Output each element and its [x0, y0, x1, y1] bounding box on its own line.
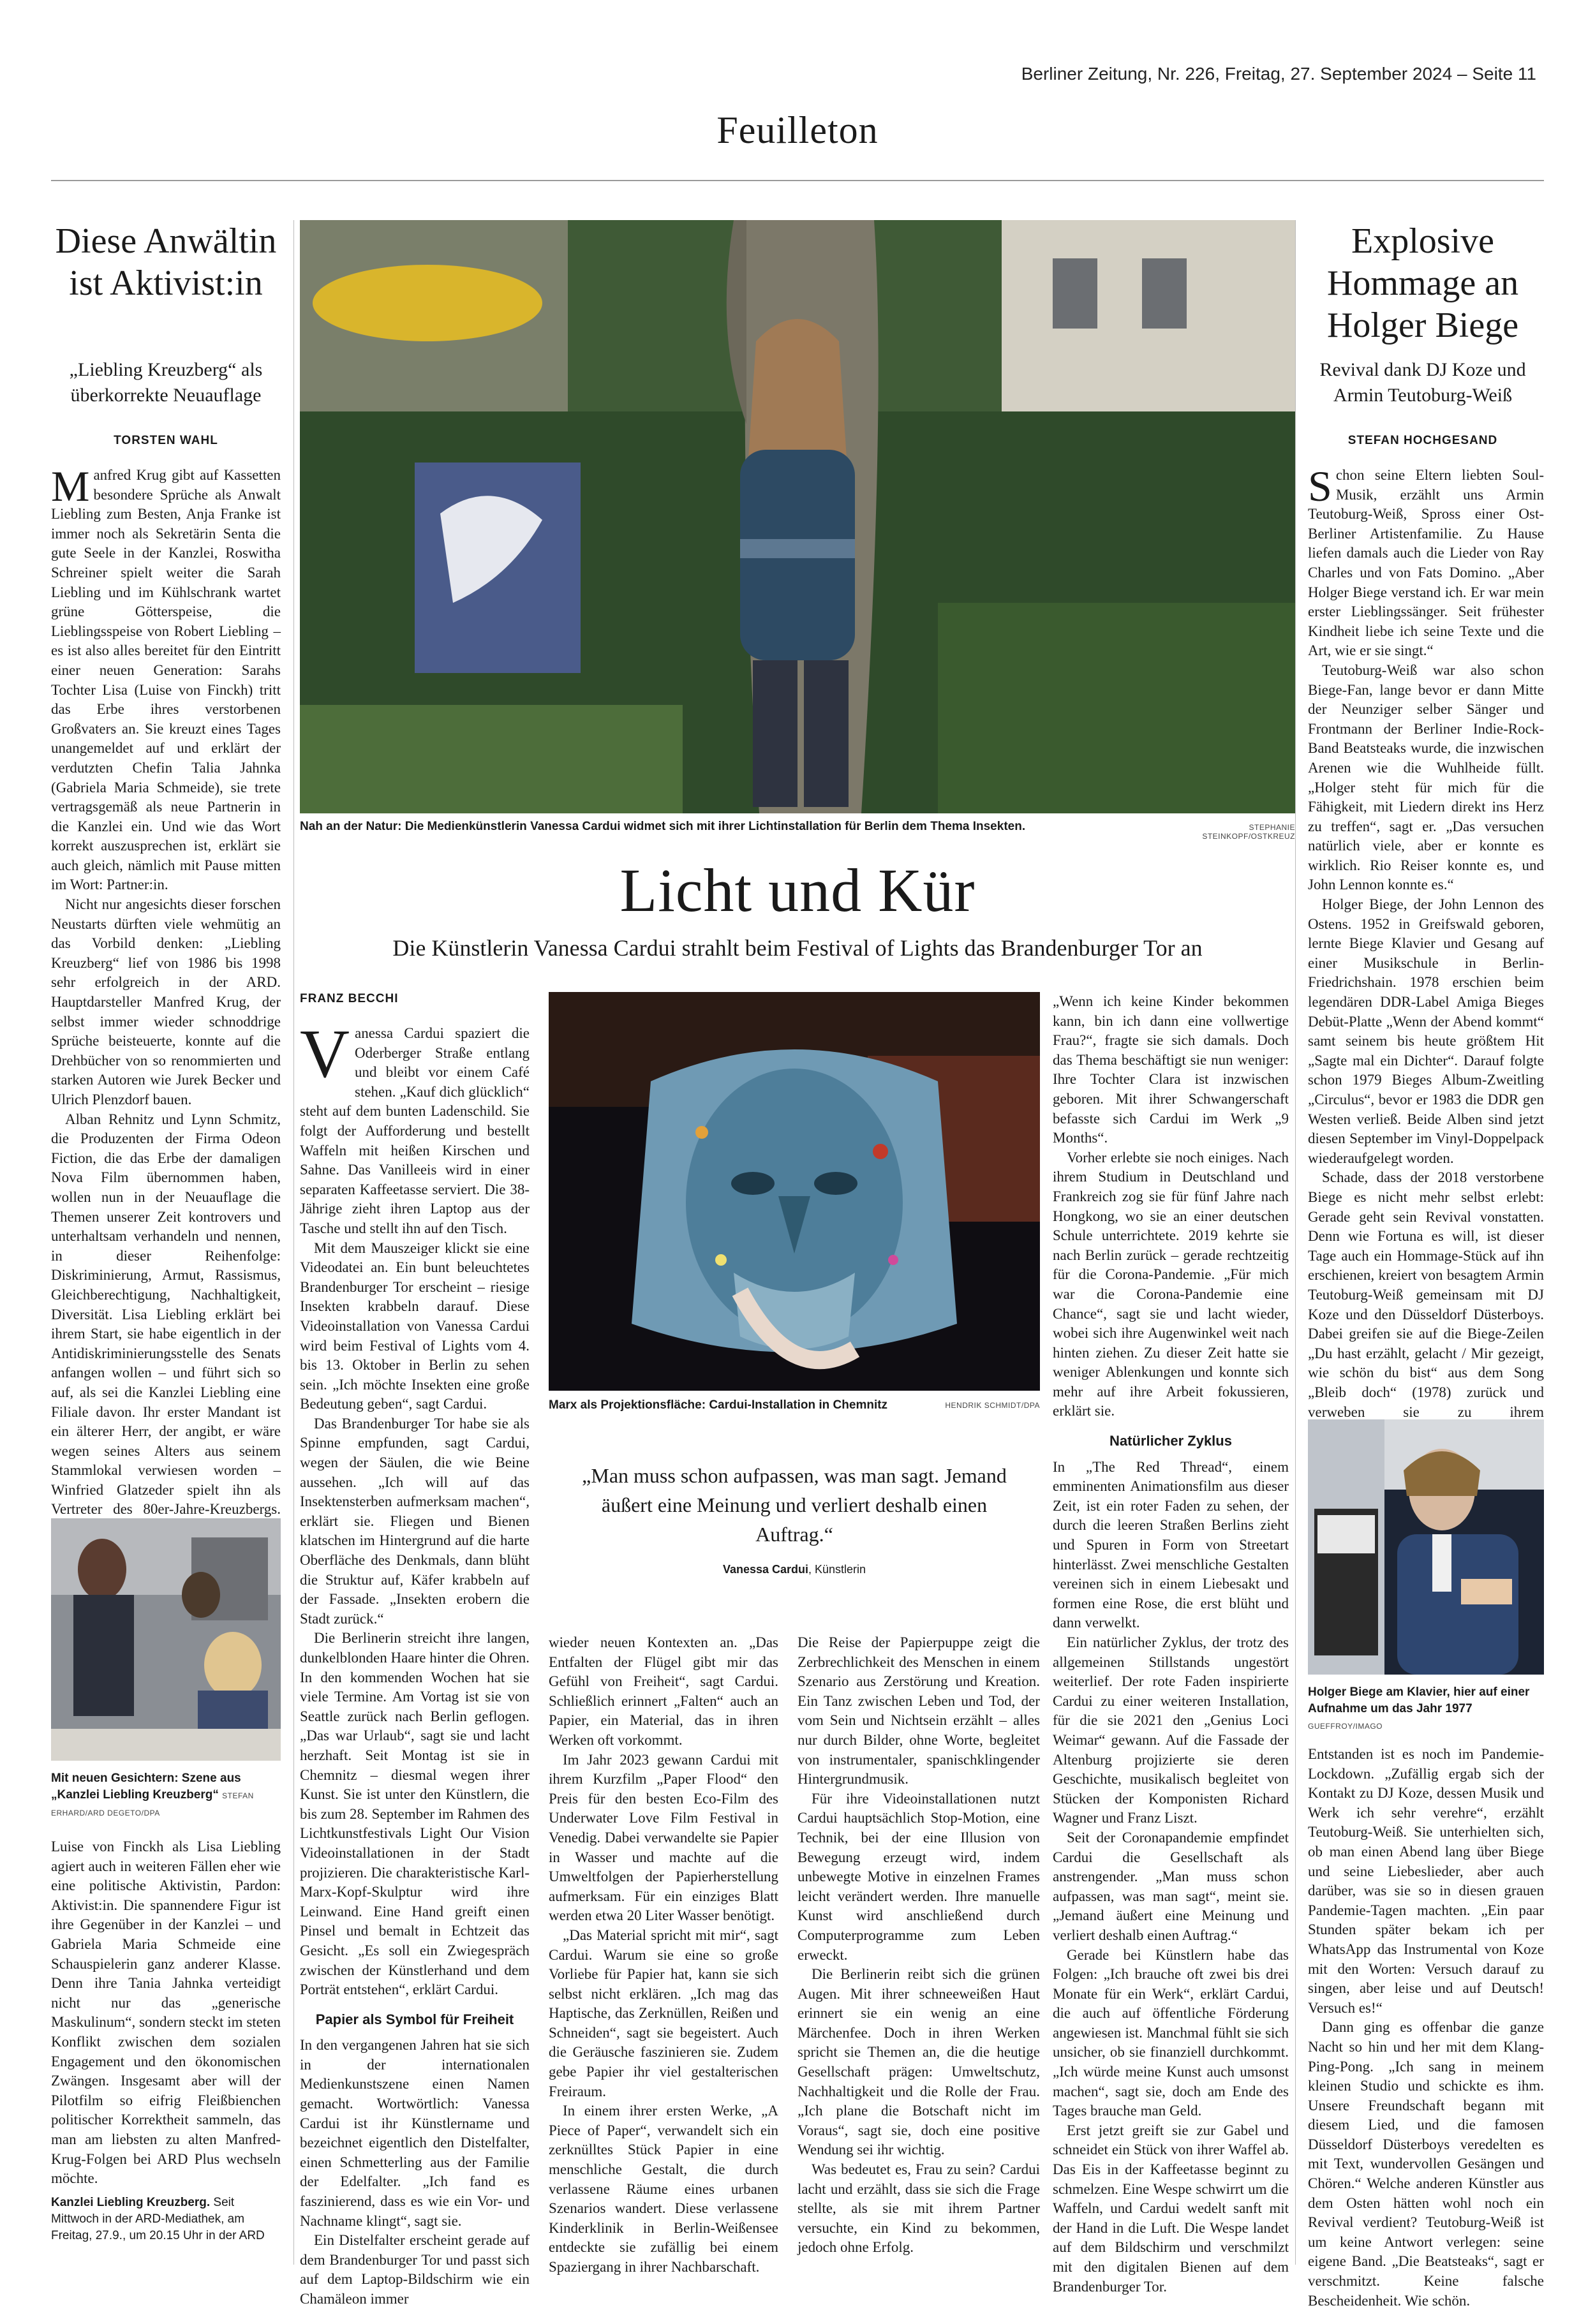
main-paragraph: „Das Material spricht mit mir“, sagt Cardui. Warum sie eine so große Vorliebe für Papier hat, kann sie sich selbst nicht erklären. „Ich mag das Haptische, das Zerknüllen, Reißen und Schneiden“, sagt sie begeistert. Auch die Geräusche faszinieren sie. Zudem gebe Papier ihr viel gestalterischen Freiraum. — [549, 1927, 778, 2099]
main-headline: Licht und Kür — [619, 856, 976, 924]
marx-image-credit: HENDRIK SCHMIDT/DPA — [945, 1401, 1040, 1410]
main-col-4 — [1053, 992, 1289, 2295]
main-subhead-2: Natürlicher Zyklus — [1109, 1433, 1232, 1449]
right-paragraph: Entstanden ist es noch im Pandemie-Lockdown. „Zufällig ergab sich der Kontakt zu DJ Koze, dessen Musik und Werk ich sehr verehre“, erzählt Teutoburg-Weiß. Sie unterhielten sich, ob man einen Abend lang über Biege und seine Liebeslieder, aber auch darüber, was sie so in diesen grauen Pandemie-Tagen machten. „Ein paar Stunden später bekam ich per WhatsApp das Instrumental von Koze mit den Worten: Versuch darauf zu singen, aber leise und auf Deutsch! Versuch es!“ — [1308, 1746, 1544, 2016]
left-footer-text: Seit Mittwoch in der ARD-Mediathek, am Freitag, 27.9., um 20.15 Uhr in der ARD — [51, 2196, 265, 2242]
right-photo — [1308, 1419, 1544, 1675]
hero-caption-text: Nah an der Natur: Die Medienkünstlerin Vanessa Cardui widmet sich mit ihrer Lichtinstallation für Berlin dem Thema Insekten. — [300, 820, 1026, 833]
main-byline: FRANZ BECCHI — [300, 992, 399, 1005]
main-paragraph: Erst jetzt greift sie zur Gabel und schneidet ein Stück von ihrer Waffel ab. Das Eis in der Kaffeetasse beginnt zu schmelzen. Eine Wespe schwirrt um die Waffeln, und Cardui wedelt sanft mit der Hand in die Luft. Die Wespe landet auf dem Bildschirm und verschmilzt mit den digitalen Bienen auf dem Brandenburger Tor. — [1053, 2122, 1289, 2295]
hero-caption — [300, 818, 1193, 835]
right-photo-caption-text: Holger Biege am Klavier, hier auf einer Aufnahme um das Jahr 1977 — [1308, 1685, 1530, 1715]
main-col-2 — [549, 1633, 778, 2275]
left-photo — [51, 1518, 281, 1761]
pull-quote: „Man muss schon aufpassen, was man sagt. Jemand äußert eine Meinung und verliert deshalb einen Auftrag.“ — [582, 1464, 1007, 1546]
main-paragraph: Die Berlinerin reibt sich die grünen Augen. Mit ihrer schneeweißen Haut erinnert sie ein wenig an eine Märchenfee. Doch in ihren Werken spricht sie Themen an, die die heutige Gesellschaft prägen: Umweltschutz, Nachhaltigkeit und die Rolle der Frau. „Ich plane die Botschaft nicht im Voraus“, sagt sie, doch eine positive Wendung sei ihr wichtig. — [798, 1966, 1040, 2158]
left-paragraph: Nicht nur angesichts dieser forschen Neustarts dürften viele wehmütig an das Vorbild denken: „Liebling Kreuzberg“ lief von 1986 bis 1998 sehr erfolgreich in der ARD. Hauptdarsteller Manfred Krug, der selbst immer wieder schnoddrige Sprüche beisteuerte, konnte auf die Drehbücher von so renommierten und starken Autoren wie Jurek Becker und Ulrich Plenzdorf bauen. — [51, 896, 281, 1107]
left-photo-credit: STEFAN ERHARD/ARD DEGETO/DPA — [51, 1791, 254, 1817]
marx-image-caption-text: Marx als Projektionsfläche: Cardui-Installation in Chemnitz — [549, 1398, 888, 1412]
main-paragraph: Gerade bei Künstlern habe das Folgen: „Ich brauche oft zwei bis drei Monate für ein Werk“, erklärt Cardui, die auch auf öffentliche Förderung angewiesen ist. Manchmal fühlt sie sich unsicher, ob sie finanziell durchkommt. „Ich würde meine Kunst auch umsonst machen“, sagt sie, doch am Ende des Tages brauche man Geld. — [1053, 1946, 1289, 2119]
main-paragraph: Das Brandenburger Tor habe sie als Spinne empfunden, sagt Cardui, wegen der Säulen, die wie Beine aussehen. „Ich will auf das Insektensterben aufmerksam machen“, erklärt sie. Fliegen und Bienen klatschen im Hintergrund auf die harte Oberfläche des Denkmals, dann blüht die Struktur auf, Käfer krabbeln auf der Fassade. „Insekten erobern die Stadt zurück.“ — [300, 1415, 530, 1627]
left-photo-caption — [51, 1770, 281, 1821]
main-paragraph: Die Reise der Papierpuppe zeigt die Zerbrechlichkeit des Menschen in einem Szenario aus Zerstörung und Kreation. Ein Tanz zwischen Leben und Tod, der vom Sein und Nichtsein erzählt – alles nur durch Bilder, ohne Worte, begleitet von instrumentaler, spanischklingender Hintergrundmusik. — [798, 1634, 1040, 1787]
right-body-bottom — [1308, 1745, 1544, 2309]
main-deck: Die Künstlerin Vanessa Cardui strahlt beim Festival of Lights das Brandenburger Tor an — [392, 935, 1203, 961]
pull-quote-role: , Künstlerin — [808, 1563, 866, 1576]
right-body-top — [1308, 462, 1544, 1420]
right-paragraph: Teutoburg-Weiß war also schon Biege-Fan, lange bevor er dann Mitte der Neunziger selber Sänger und Frontmann der Berliner Indie-Rock-Band Beatsteaks wurde, die inzwischen Arenen wie die Wuhlheide füllt. „Holger steht für mich für die Fähigkeit, mit Liedern direkt ins Herz zu treffen“, sagt er. „Das versuchen natürlich viele, aber er konnte es wirklich. Rio Reiser konnte es, und John Lennon konnte es.“ — [1308, 662, 1544, 893]
main-paragraph: Vorher erlebte sie noch einiges. Nach ihrem Studium in Deutschland und Frankreich zog sie für fünf Jahre nach Hongkong, wo sie an einer deutschen Schule unterrichtete. 2019 kehrte sie nach Berlin zurück – gerade rechtzeitig für die Corona-Pandemie. „Für mich war die Corona-Pandemie eine Chance“, sagt sie und lacht wieder, wobei sich ihre Augenwinkel weit nach hinten ziehen. Zu dieser Zeit hatte sie weniger Ablenkungen und konnte sich mehr auf ihre Arbeit fokussieren, erklärt sie. — [1053, 1149, 1289, 1419]
main-paragraph: In einem ihrer ersten Werke, „A Piece of Paper“, verwandelt sich ein zerknülltes Stück Papier in eine menschliche Gestalt, die durch verlassene Räume eines urbanen Szenarios wandert. Diese verlassene Kinderklinik in Berlin-Weißensee entdeckte sie zufällig bei einem Spaziergang in ihrer Nachbarschaft. — [549, 2103, 778, 2275]
left-byline: TORSTEN WAHL — [114, 434, 218, 447]
right-paragraph: Schon seine Eltern liebten Soul-Musik, erzählt uns Armin Teutoburg-Weiß, Spross einer Ost-Berliner Artistenfamilie. Zu Hause liefen damals auch die Lieder von Ray Charles und von Fats Domino. „Aber Holger Biege verstand ich. Er war mein erster Lieblingssänger. Seit frühester Kindheit liebe ich seine Texte und die Art, wie er sie singt.“ — [1308, 462, 1544, 659]
main-paragraph: In den vergangenen Jahren hat sie sich in der internationalen Medienkunstszene einen Namen gemacht. Wortwörtlich: Vanessa Cardui ist ihr Künstlername und bezeichnet eigentlich den Distelfalter, einen Schmetterling aus der Familie der Edelfalter. „Ich fand es faszinierend, dass es wie ein Vor- und Nachname klingt“, sagt sie. — [300, 2037, 530, 2229]
hero-credit: STEPHANIE STEINKOPF/OSTKREUZ — [1202, 823, 1295, 841]
right-subhead: Revival dank DJ Koze und Armin Teutoburg-Weiß — [1319, 359, 1526, 406]
pull-quote-name: Vanessa Cardui — [722, 1563, 809, 1576]
right-byline: STEFAN HOCHGESAND — [1347, 434, 1498, 447]
main-paragraph: „Wenn ich keine Kinder bekommen kann, bin ich dann eine vollwertige Frau?“, fragte sie sich damals. Doch das Thema beschäftigt sie nun weniger: Ihre Tochter Clara ist inzwischen geboren. Mit ihrer Schwangerschaft befasste sich Cardui im Werk „9 Months“. — [1053, 993, 1289, 1146]
marx-installation-image — [549, 992, 1040, 1391]
right-paragraph: Schade, dass der 2018 verstorbene Biege es nicht mehr selbst erlebt: Gerade geht sein Revival vonstatten. Denn wie Fortuna es will, ist dieser Tage auch ein Hommage-Stück auf ihn erschienen, kreiert von besagtem Armin Teutoburg-Weiß gemeinsam mit DJ Koze und den Düsseldorf Düsterboys. Dabei greifen sie auf die Biege-Zeilen „Du hast erzählt, gelacht / Mir gezeigt, wie schön du bist“ aus dem Song „Bleib doch“ (1978) zurück und verweben sie zu ihrem — [1308, 1169, 1544, 1420]
folio-line: Berliner Zeitung, Nr. 226, Freitag, 27. September 2024 – Seite 11 — [1021, 64, 1536, 84]
main-paragraph: Ein Distelfalter erscheint gerade auf dem Brandenburger Tor und passt sich auf dem Laptop-Bildschirm wie ein Chamäleon immer — [300, 2232, 530, 2307]
main-col-3 — [798, 1633, 1040, 2256]
main-paragraph: Für ihre Videoinstallationen nutzt Cardui hauptsächlich Stop-Motion, eine Technik, bei der eine Illusion von Bewegung erzeugt wird, indem unbewegte Motive in einzelnen Frames leicht verändert werden. Ihre manuelle Kunst wird anschließend durch Computerprogramme zum Leben erweckt. — [798, 1790, 1040, 1963]
right-paragraph: Holger Biege, der John Lennon des Ostens. 1952 in Greifswald geboren, lernte Biege Klavier und Gesang auf einer Musikschule in Berlin-Friedrichshain. 1978 erschien beim legendären DDR-Label Amiga Bieges Debüt-Platte „Wenn der Abend kommt“ samt seinem bis heute größtem Hit „Sagte mal ein Dichter“. Darauf folgte schon 1979 Bieges Album-Zweitling „Circulus“, bevor er 1983 die DDR gen Westen verließ. Beide Alben sind jetzt diesen September im Vinyl-Doppelpack wiederaufgelegt worden. — [1308, 896, 1544, 1166]
left-paragraph: Alban Rehnitz und Lynn Schmitz, die Produzenten der Firma Odeon Fiction, die das Erbe der damaligen Nova Film übernommen haben, wollen nun in der Neuauflage die Themen unserer Zeit kontrovers und unterhaltsam verhandeln und nennen, in dieser Reihenfolge: Diskriminierung, Armut, Rassismus, Gleichberechtigung, Nachhaltigkeit, Diversität. Lisa Liebling erklärt bei ihrem Start, sie habe eigentlich in der Antidiskriminierungsstelle des Senats anfangen wollen – und führt sich so auf, als sei die Kanzlei Liebling eine Filiale davon. Ihr erster Mandant ist ein älterer Herr, der angibt, er wäre wegen seines Alters aus seinem Stammlokal verwiesen worden – Winfried Glatzeder spielt ihn als Vertreter des 80er-Jahre-Kreuzbergs. — [51, 1111, 281, 1518]
left-column-rule — [293, 220, 294, 2265]
left-footer-title: Kanzlei Liebling Kreuzberg. — [51, 2196, 211, 2209]
main-paragraph: Die Berlinerin streicht ihre langen, dunkelblonden Haare hinter die Ohren. In den kommenden Wochen hat sie viele Termine. Am Vortag ist sie von Seattle zurück nach Berlin geflogen. „Das war Urlaub“, sagt sie und lacht herzhaft. Seit Montag ist sie in Chemnitz – diesmal wegen ihrer Kunst. Sie ist unter den Künstlern, die bis zum 28. September im Rahmen des Lichtkunstfestivals Light Our Vision Videoinstallationen in der Stadt projizieren. Die charakteristische Karl-Marx-Kopf-Skulptur wird ihre Leinwand. Eine Hand greift einen Pinsel und bemalt in Echtzeit das Gesicht. „Es soll ein Zwiegespräch zwischen der Künstlerhand und dem Porträt entstehen“, erklärt Cardui. — [300, 1630, 530, 1998]
main-paragraph: Seit der Coronapandemie empfindet Cardui die Gesellschaft als anstrengender. „Man muss schon aufpassen, was man sagt“, meint sie. „Jemand äußert eine Meinung und verliert deshalb einen Auftrag.“ — [1053, 1829, 1289, 1943]
left-footer — [51, 2194, 281, 2244]
main-paragraph: Vanessa Cardui spaziert die Oderberger Straße entlang und bleibt vor einem Café stehen. „Kauf dich glücklich“ steht auf dem bunten Ladenschild. Sie folgt der Aufforderung und bestellt Waffeln mit heißen Kirschen und Sahne. Das Vanilleeis wird in einer separaten Kaffeetasse serviert. Die 38-Jährige zieht ihren Laptop aus der Tasche und stellt ihn auf den Tisch. — [300, 1016, 530, 1236]
right-column-rule — [1295, 220, 1296, 2265]
section-title: Feuilleton — [716, 109, 879, 151]
right-photo-caption — [1308, 1684, 1544, 1735]
main-subhead-1: Papier als Symbol für Freiheit — [315, 2011, 514, 2027]
left-photo-caption-text: Mit neuen Gesichtern: Szene aus „Kanzlei Liebling Kreuzberg“ — [51, 1772, 241, 1802]
left-headline: Diese Anwältin ist Aktivist:in — [55, 221, 277, 303]
left-body-top — [51, 462, 281, 1518]
right-headline: Explosive Hommage an Holger Biege — [1326, 221, 1519, 345]
marx-image-caption — [549, 1397, 906, 1414]
header-rule — [51, 180, 1544, 181]
right-photo-credit: GUEFFROY/IMAGO — [1308, 1722, 1383, 1731]
main-paragraph: Im Jahr 2023 gewann Cardui mit ihrem Kurzfilm „Paper Flood“ den Preis für den besten Eco-Film des Underwater Love Film Festival in Venedig. Dabei verwandelte sie Papier in Wasser und machte auf die Umweltfolgen der Papierherstellung aufmerksam. Für ein einziges Blatt werden etwa 20 Liter Wasser benötigt. — [549, 1751, 778, 1924]
pull-quote-author — [574, 1563, 1014, 1576]
left-paragraph: Manfred Krug gibt auf Kassetten besondere Sprüche als Anwalt Liebling zum Besten, Anja Franke ist immer noch als Sekretärin Senta die gute Seele in der Kanzlei, Roswitha Schreiner spielt weiter die Sarah Liebling und im Kühlschrank wartet grüne Götterspeise, die Lieblingsspeise von Robert Liebling – es ist also alles bereitet für den Eintritt einer neuen Generation: Sarahs Tochter Lisa (Luise von Finckh) tritt das Erbe ihres verstorbenen Großvaters an. Sie kreuzt eines Tages unangemeldet auf und erklärt der verdutzten Chefin Talia Jahnka (Gabriela Maria Schmeide), sie trete vertragsgemäß als neue Partnerin in die Kanzlei ein. Und wie das Wort korrekt auszusprechen ist, erklärt sie auch gleich, nämlich mit Pause mitten im Wort: Partner:in. — [51, 462, 281, 893]
main-col-1 — [300, 1016, 530, 2307]
right-paragraph: Dann ging es offenbar die ganze Nacht so hin und her mit dem Klang-Ping-Pong. „Ich sang in meinem kleinen Studio und schickte es ihm. Unsere Freundschaft begann mit diesem Lied, und die famosen Düsseldorf Düsterboys veredelten es mit Text, wundervollen Gesängen und Chören.“ Welche anderen Künstler aus dem Osten hätten wohl noch ein Revival verdient? Teutoburg-Weiß ist um keine Antwort verlegen: seine eigene Band. „Die Beatsteaks“, sagt er verschmitzt. Keine falsche Bescheidenheit. Wie schön. — [1308, 2019, 1544, 2309]
left-paragraph: Luise von Finckh als Lisa Liebling agiert auch in weiteren Fällen eher wie eine politische Aktivistin, Pardon: Aktivist:in. Die spannendere Figur ist ihre Gegenüber in der Kanzlei – und Gabriela Maria Schmeide eine Schauspielerin ganz anderer Klasse. Denn ihre Tania Jahnka verteidigt nicht nur das „generische Maskulinum“, sondern steckt im steten Konflikt zwischen dem sozialen Engagement und den ökonomischen Zwängen. Insgesamt aber will der Pilotfilm so eifrig Fleißbienchen politischer Korrektheit sammeln, das man am liebsten zu alten Manfred-Krug-Folgen bei ARD Plus wechseln möchte. — [51, 1839, 281, 2187]
main-paragraph: Was bedeutet es, Frau zu sein? Cardui lacht und erzählt, dass sie sich die Frage stellte, als sie mit ihrem Partner versuchte, ein Kind zu bekommen, jedoch ohne Erfolg. — [798, 2161, 1040, 2256]
main-paragraph: Mit dem Mauszeiger klickt sie eine Videodatei an. Ein bunt beleuchtetes Brandenburger Tor erscheint – riesige Insekten krabbeln darauf. Diese Videoinstallation von Vanessa Cardui wird beim Festival of Lights vom 4. bis 13. Oktober in Berlin zu sehen sein. „Ich möchte Insekten eine große Bedeutung geben“, sagt Cardui. — [300, 1240, 530, 1412]
main-paragraph: Ein natürlicher Zyklus, der trotz des allgemeinen Stillstands ungestört weiterlief. Der rote Faden inspirierte Cardui zu einer weiteren Installation, für die sie 2021 den „Genius Loci Weimar“ gewann. Auf die Fassade der Altenburg projizierte sie deren Geschichte, musikalisch begleitet von Stücken der Komponisten Richard Wagner und Franz Liszt. — [1053, 1634, 1289, 1826]
left-body-bottom — [51, 1837, 281, 2187]
main-paragraph: In „The Red Thread“, einem emminenten Animationsfilm aus dieser Zeit, ist ein roter Faden zu sehen, der durch die leeren Straßen Berlins zieht und Spuren in Form von Streetart hinterlässt. Zwei menschliche Gestalten vereinen sich in einem Liebesakt und formen eine Rose, die erst blüht und dann verwelkt. — [1053, 1458, 1289, 1631]
hero-photo — [300, 220, 1295, 813]
left-subhead: „Liebling Kreuzberg“ als überkorrekte Neuauflage — [69, 359, 263, 406]
main-paragraph: wieder neuen Kontexten an. „Das Entfalten der Flügel gibt mir das Gefühl von Freiheit“, sagt Cardui. Schließlich erinnert „Falten“ auch an Papier, ein Material, das in ihren Werken oft vorkommt. — [549, 1634, 778, 1748]
